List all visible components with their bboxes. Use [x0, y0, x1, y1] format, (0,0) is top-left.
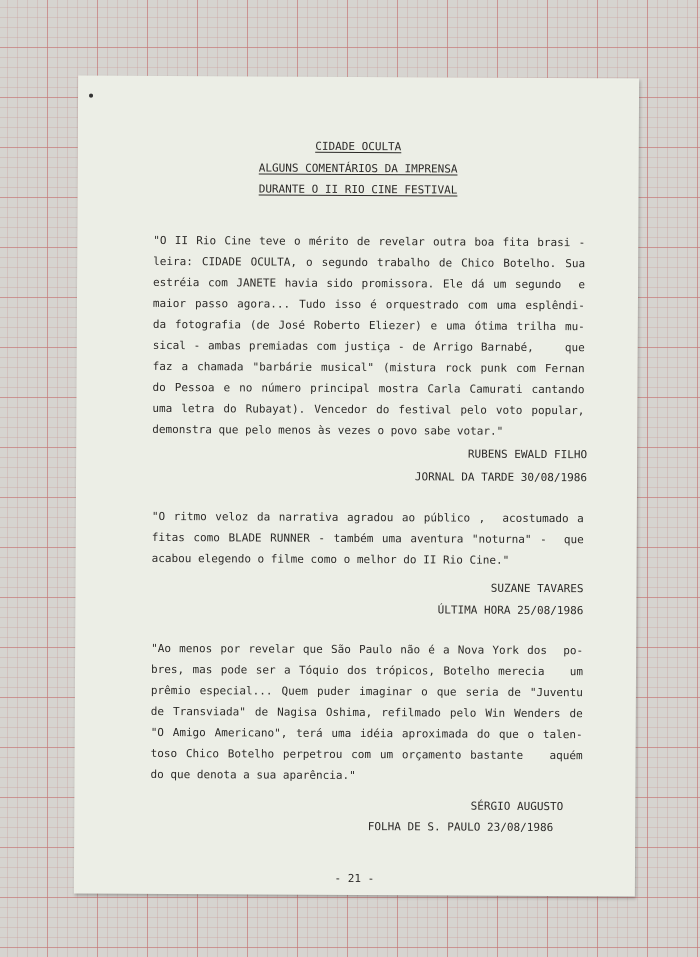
review-line: sical - ambas premiadas com justiça - de Arrigo Barnabé, que [152, 338, 585, 355]
review-line: maior passo agora... Tudo isso é orquestrado com uma esplêndi- [152, 296, 585, 313]
review-line: de Transviada" de Nagisa Oshima, refilmado pelo Win Wenders de [150, 704, 583, 721]
review-line: "O Amigo Americano", terá uma idéia aproximada do que o talen- [150, 725, 583, 742]
review-line: estréia com JANETE havia sido promissora. Ele dá um segundo e [153, 275, 586, 292]
document-page [74, 76, 639, 897]
review-1-text [152, 230, 585, 442]
review-line: do que denota a sua aparência." [150, 767, 356, 783]
review-line: fitas como BLADE RUNNER - também uma aventura "noturna" - que [151, 530, 584, 547]
heading-line-3: DURANTE O II RIO CINE FESTIVAL [258, 182, 458, 197]
review-line: do Pessoa e no número principal mostra Carla Camurati cantando [152, 380, 585, 397]
heading-line-1: CIDADE OCULTA [315, 139, 402, 154]
review-1-source: JORNAL DA TARDE 30/08/1986 [414, 470, 588, 485]
review-line: toso Chico Botelho perpetrou com um orçamento bastante aquém [150, 746, 583, 763]
review-2-source: ÚLTIMA HORA 25/08/1986 [437, 603, 584, 618]
review-line: leira: CIDADE OCULTA, o segundo trabalho de Chico Botelho. Sua [153, 254, 586, 271]
review-3-author: SÉRGIO AUGUSTO [470, 799, 564, 814]
review-3-text [150, 638, 583, 787]
review-line: bres, mas pode ser a Tóquio dos trópicos, Botelho merecia um [151, 662, 584, 679]
review-1-author: RUBENS EWALD FILHO [467, 447, 588, 462]
review-line: prêmio especial... Quem puder imaginar o que seria de "Juventu [150, 683, 583, 700]
review-line: da fotografia (de José Roberto Eliezer) e uma ótima trilha mu- [152, 317, 585, 334]
heading-line-2: ALGUNS COMENTÁRIOS DA IMPRENSA [258, 161, 458, 176]
review-line: acabou elegendo o filme como o melhor do II Rio Cine." [151, 551, 510, 567]
review-line: "O II Rio Cine teve o mérito de revelar outra boa fita brasi - [153, 233, 586, 250]
review-3-source: FOLHA DE S. PAULO 23/08/1986 [367, 820, 554, 835]
review-line: demonstra que pelo menos às vezes o povo sabe votar." [152, 422, 504, 438]
review-2-author: SUZANE TAVARES [490, 581, 584, 596]
review-line: "Ao menos por revelar que São Paulo não é a Nova York dos po- [151, 641, 584, 658]
page-number: - 21 - [334, 871, 375, 886]
review-line: uma letra do Rubayat). Vencedor do festival pelo voto popular, [152, 401, 585, 418]
punch-hole-mark [89, 94, 93, 98]
review-2-text [152, 506, 584, 571]
review-line: faz a chamada "barbárie musical" (mistura rock punk com Fernan [152, 359, 585, 376]
review-line: "O ritmo veloz da narrativa agradou ao público , acostumado a [151, 509, 584, 526]
